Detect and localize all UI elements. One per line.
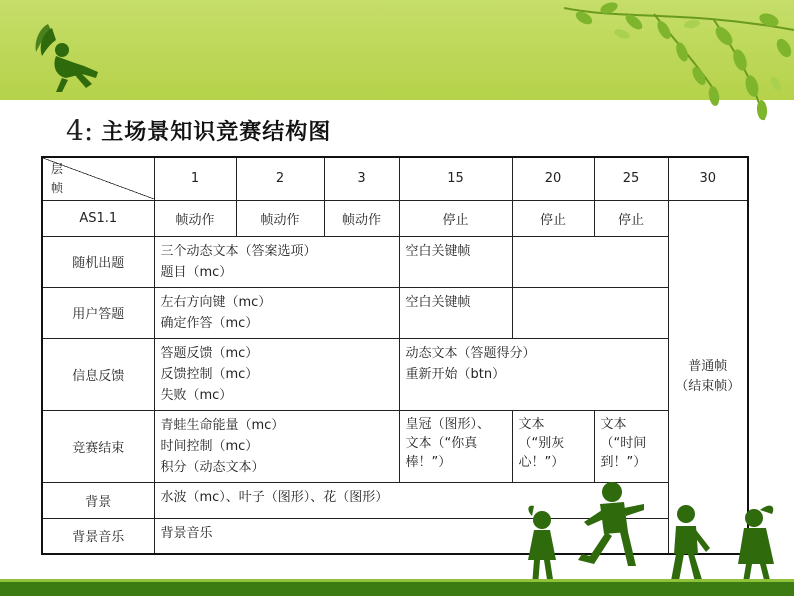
row-label-feedback: 信息反馈 (42, 338, 154, 410)
content-line: 文本（“你真 (405, 435, 478, 451)
content-line: 青蛙生命能量（mc） (160, 417, 285, 433)
content-line: 反馈控制（mc） (160, 366, 259, 382)
slide-title (66, 112, 331, 148)
content-line: 心！”） (518, 454, 565, 470)
header-row (42, 157, 748, 200)
end-frame-line: （结束帧） (675, 378, 741, 394)
as-cell: 帧动作 (154, 200, 236, 236)
answer-keyframe: 空白关键帧 (399, 287, 512, 338)
as-cell: 帧动作 (236, 200, 324, 236)
corner-cell (42, 157, 154, 200)
content-line: 棒！”） (405, 454, 452, 470)
content-line: 皇冠（图形）、 (405, 416, 491, 432)
end-frame-line: 普通帧 (688, 358, 728, 374)
row-label-random: 随机出题 (42, 236, 154, 287)
row-label-as: AS1.1 (42, 200, 154, 236)
row-label-end: 竞赛结束 (42, 410, 154, 482)
table-row (42, 200, 748, 236)
content-line: 动态文本（答题得分） (405, 345, 536, 361)
row-label-music: 背景音乐 (42, 518, 154, 554)
frame-header: 3 (324, 157, 399, 200)
random-keyframe: 空白关键帧 (399, 236, 512, 287)
content-line: 答题反馈（mc） (160, 345, 259, 361)
row-label-bg: 背景 (42, 482, 154, 518)
end-frame-15 (399, 410, 512, 482)
leaves-decoration-icon (564, 0, 794, 125)
random-content (154, 236, 399, 287)
title-number: 4: (66, 113, 94, 147)
end-content (154, 410, 399, 482)
music-content: 背景音乐 (154, 518, 668, 554)
answer-content (154, 287, 399, 338)
corner-frame-label: 帧 (51, 181, 64, 196)
empty-cell (512, 236, 668, 287)
as-cell: 停止 (399, 200, 512, 236)
empty-cell (512, 287, 668, 338)
feedback-right (399, 338, 668, 410)
content-line: 重新开始（btn） (405, 366, 506, 382)
table-row (42, 338, 748, 410)
content-line: 文本 (518, 416, 545, 432)
content-line: 失败（mc） (160, 387, 233, 403)
feedback-content (154, 338, 399, 410)
footer-bar (0, 582, 794, 596)
corner-layer-label: 层 (51, 162, 64, 177)
content-line: 左右方向键（mc） (160, 294, 272, 310)
frame-header: 30 (668, 157, 748, 200)
table-row (42, 236, 748, 287)
content-line: 积分（动态文本） (160, 459, 265, 475)
as-cell: 停止 (594, 200, 668, 236)
frame-header: 2 (236, 157, 324, 200)
as-cell: 帧动作 (324, 200, 399, 236)
content-line: （“时间 (600, 435, 647, 451)
frame-header: 1 (154, 157, 236, 200)
content-line: 到！”） (600, 454, 647, 470)
content-line: 时间控制（mc） (160, 438, 259, 454)
as-cell: 停止 (512, 200, 594, 236)
title-text: 主场景知识竞赛结构图 (101, 119, 332, 145)
frame-header: 15 (399, 157, 512, 200)
frame-header: 25 (594, 157, 668, 200)
content-line: 题目（mc） (160, 264, 233, 280)
content-line: 三个动态文本（答案选项） (160, 243, 317, 259)
content-line: 文本 (600, 416, 627, 432)
content-line: 确定作答（mc） (160, 315, 259, 331)
row-label-answer: 用户答题 (42, 287, 154, 338)
bg-content: 水波（mc）、叶子（图形）、花（图形） (154, 482, 668, 518)
fairy-silhouette-icon (22, 22, 104, 94)
frame-header: 20 (512, 157, 594, 200)
children-silhouette-icon (520, 470, 794, 590)
table-row (42, 287, 748, 338)
content-line: （“别灰 (518, 435, 565, 451)
